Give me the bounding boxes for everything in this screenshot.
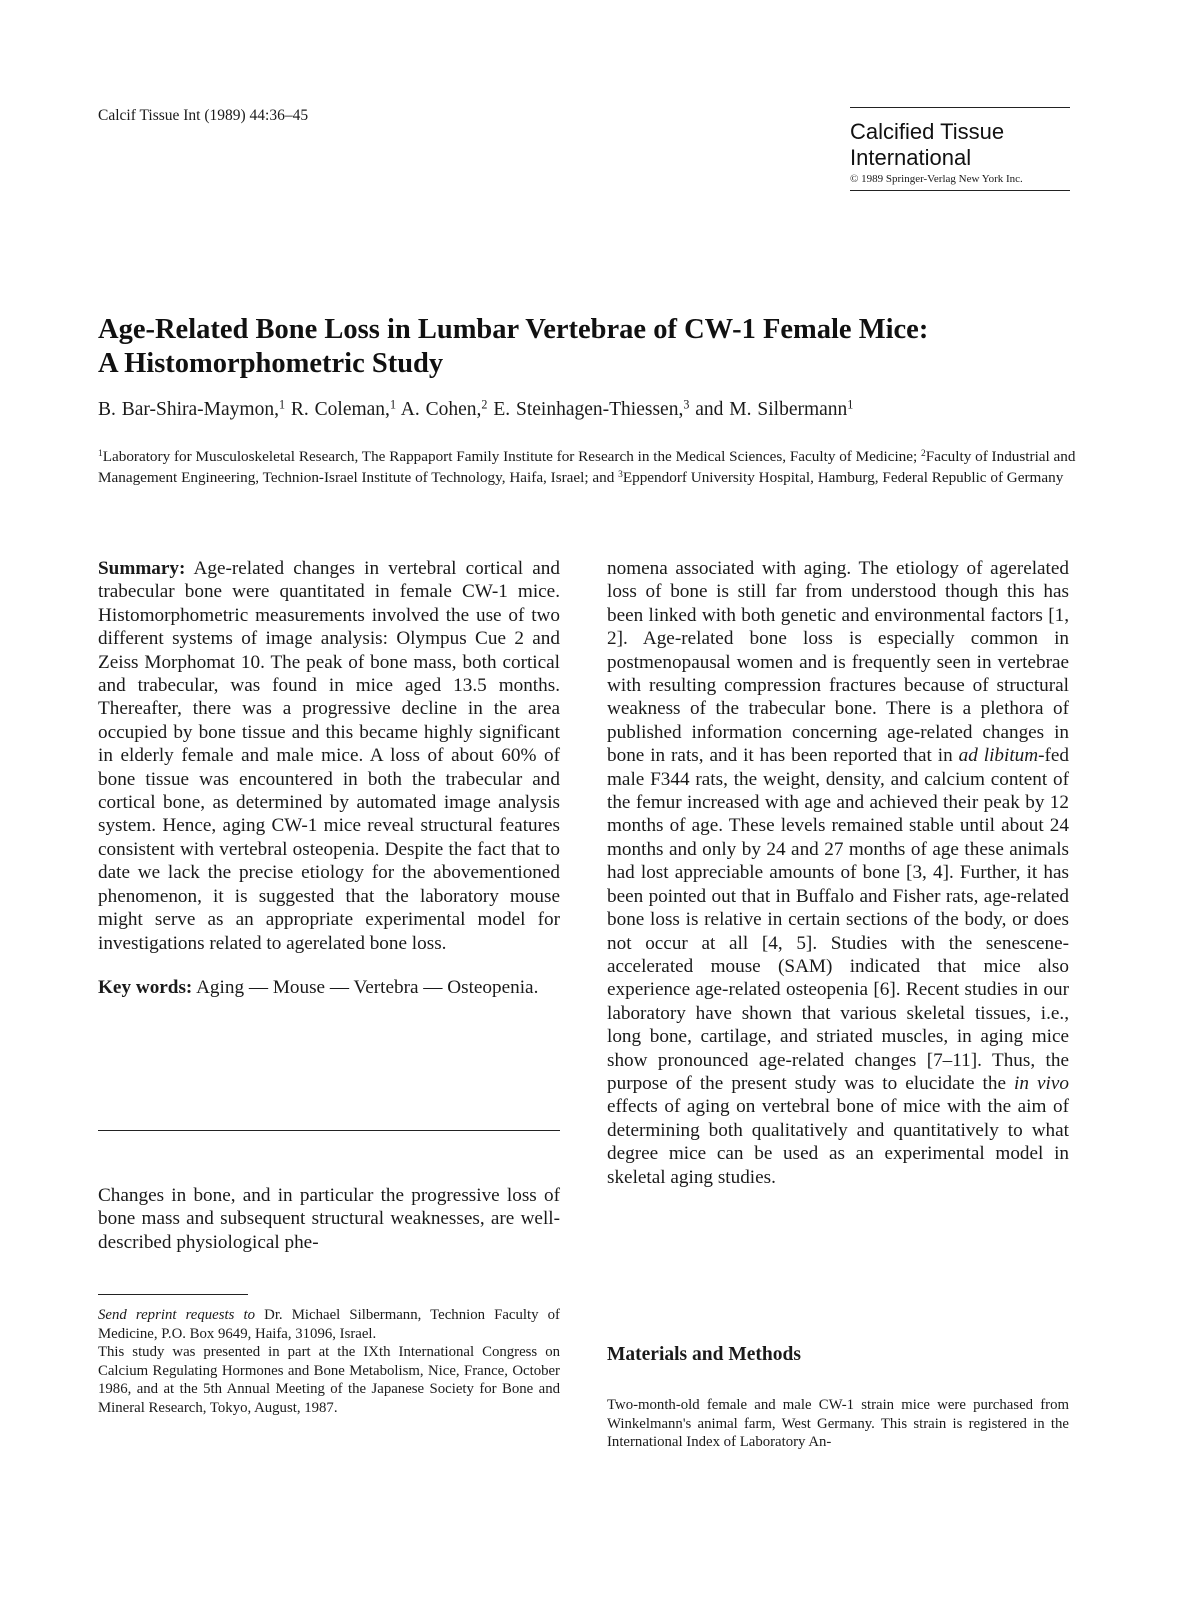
journal-masthead	[850, 107, 1070, 191]
summary-paragraph	[98, 557, 560, 955]
presentation-footnote: This study was presented in part at the IXth International Congress on Calcium Regulating Hormones and Bone Metabolism, Nice, France, October 1986, and at the 5th Annual Meeting of the Japanese Society for Bone and Mineral Research, Tokyo, August, 1987.	[98, 1344, 560, 1416]
intro-paragraph-right: nomena associated with aging. The etiology of agerelated loss of bone is still far from understood though this has been linked with both genetic and environmental factors [1, 2]. Age-related bone loss is especially common in postmenopausal women and is frequently seen in vertebrae with resulting compression fractures because of structural weakness of the trabecular bone. There is a plethora of published information concerning age-related changes in bone in rats, and it has been reported that in ad libitum-fed male F344 rats, the weight, density, and calcium content of the femur increased with age and achieved their peak by 12 months of age. These levels remained stable until about 24 months and only by 24 and 27 months of age these animals had lost appreciable amounts of bone [3, 4]. Further, it has been pointed out that in Buffalo and Fisher rats, age-related bone loss is relative in certain sections of the body, or does not occur at all [4, 5]. Studies with the senescene-accelerated mouse (SAM) indicated that mice also experience age-related osteopenia [6]. Recent studies in our laboratory have shown that various skeletal tissues, i.e., long bone, cartilage, and striated muscles, in aging mice show pronounced age-related changes [7–11]. Thus, the purpose of the present study was to elucidate the in vivo effects of aging on vertebral bone of mice with the aim of determining both qualitatively and quantitatively to what degree mice can be used as an experimental model in skeletal aging studies.	[607, 558, 1069, 1188]
abstract-column	[98, 557, 560, 999]
footnotes	[98, 1306, 560, 1417]
journal-name-line2: International	[850, 145, 972, 170]
title-line-2: A Histomorphometric Study	[98, 348, 444, 379]
summary-text: Age-related changes in vertebral cortical and trabecular bone were quantitated in female CW-1 mice. Histomorphometric measurements involved the use of two different systems of image analysis: Olympus Cue 2 and Zeiss Morphomat 10. The peak of bone mass, both cortical and trabecular, was found in mice aged 13.5 months. Thereafter, there was a progressive decline in the area occupied by bone tissue and this became highly significant in elderly female and male mice. A loss of about 60% of bone tissue was encountered in both the trabecular and cortical bone, as determined by automated image analysis system. Hence, aging CW-1 mice reveal structural features consistent with vertebral osteopenia. Despite the fact that to date we lack the precise etiology for the abovementioned phenomenon, it is suggested that the laboratory mouse might serve as an appropriate experimental model for investigations related to agerelated bone loss.	[98, 558, 560, 954]
title-line-1: Age-Related Bone Loss in Lumbar Vertebrae of CW-1 Female Mice:	[98, 314, 929, 345]
paper-title	[98, 313, 1108, 381]
author: and M. Silbermann$^1$	[695, 397, 854, 420]
intro-paragraph-left: Changes in bone, and in particular the progressive loss of bone mass and subsequent structural weaknesses, are well-described physiological phe-	[98, 1185, 560, 1253]
abstract-divider	[98, 1130, 560, 1131]
methods-paragraph: Two-month-old female and male CW-1 strain mice were purchased from Winkelmann's animal farm, West Germany. This strain is registered in the International Index of Laboratory An-	[607, 1397, 1069, 1450]
masthead-top-rule	[850, 107, 1070, 108]
summary-label: Summary:	[98, 558, 186, 579]
author: R. Coleman,$^1$	[290, 397, 396, 420]
author-list	[98, 399, 853, 421]
copyright: © 1989 Springer-Verlag New York Inc.	[850, 173, 1023, 185]
keywords-label: Key words:	[98, 976, 193, 998]
reprint-footnote: Send reprint requests to Dr. Michael Silbermann, Technion Faculty of Medicine, P.O. Box 9649, Haifa, 31096, Israel.	[98, 1307, 560, 1342]
keywords-text: Aging — Mouse — Vertebra — Osteopenia.	[196, 976, 539, 998]
author: A. Cohen,$^2$	[400, 397, 488, 420]
affiliations: $^1$Laboratory for Musculoskeletal Research, The Rappaport Family Institute for Research in the Medical Sciences, Faculty of Medicine; $^2$Faculty of Industrial and Management Engineering, Technion-Israel Institute of Technology, Haifa, Israel; and $^3$Eppendorf University Hospital, Hamburg, Federal Republic of Germany	[98, 448, 1076, 486]
journal-name-line1: Calcified Tissue	[850, 119, 1005, 144]
author: E. Steinhagen-Thiessen,$^3$	[493, 397, 690, 420]
footnote-rule	[98, 1294, 248, 1295]
keywords-paragraph	[98, 976, 560, 999]
journal-citation: Calcif Tissue Int (1989) 44:36–45	[98, 107, 309, 124]
author: B. Bar-Shira-Maymon,$^1$	[98, 397, 286, 420]
masthead-bottom-rule	[850, 190, 1070, 191]
section-heading-methods: Materials and Methods	[607, 1344, 801, 1365]
